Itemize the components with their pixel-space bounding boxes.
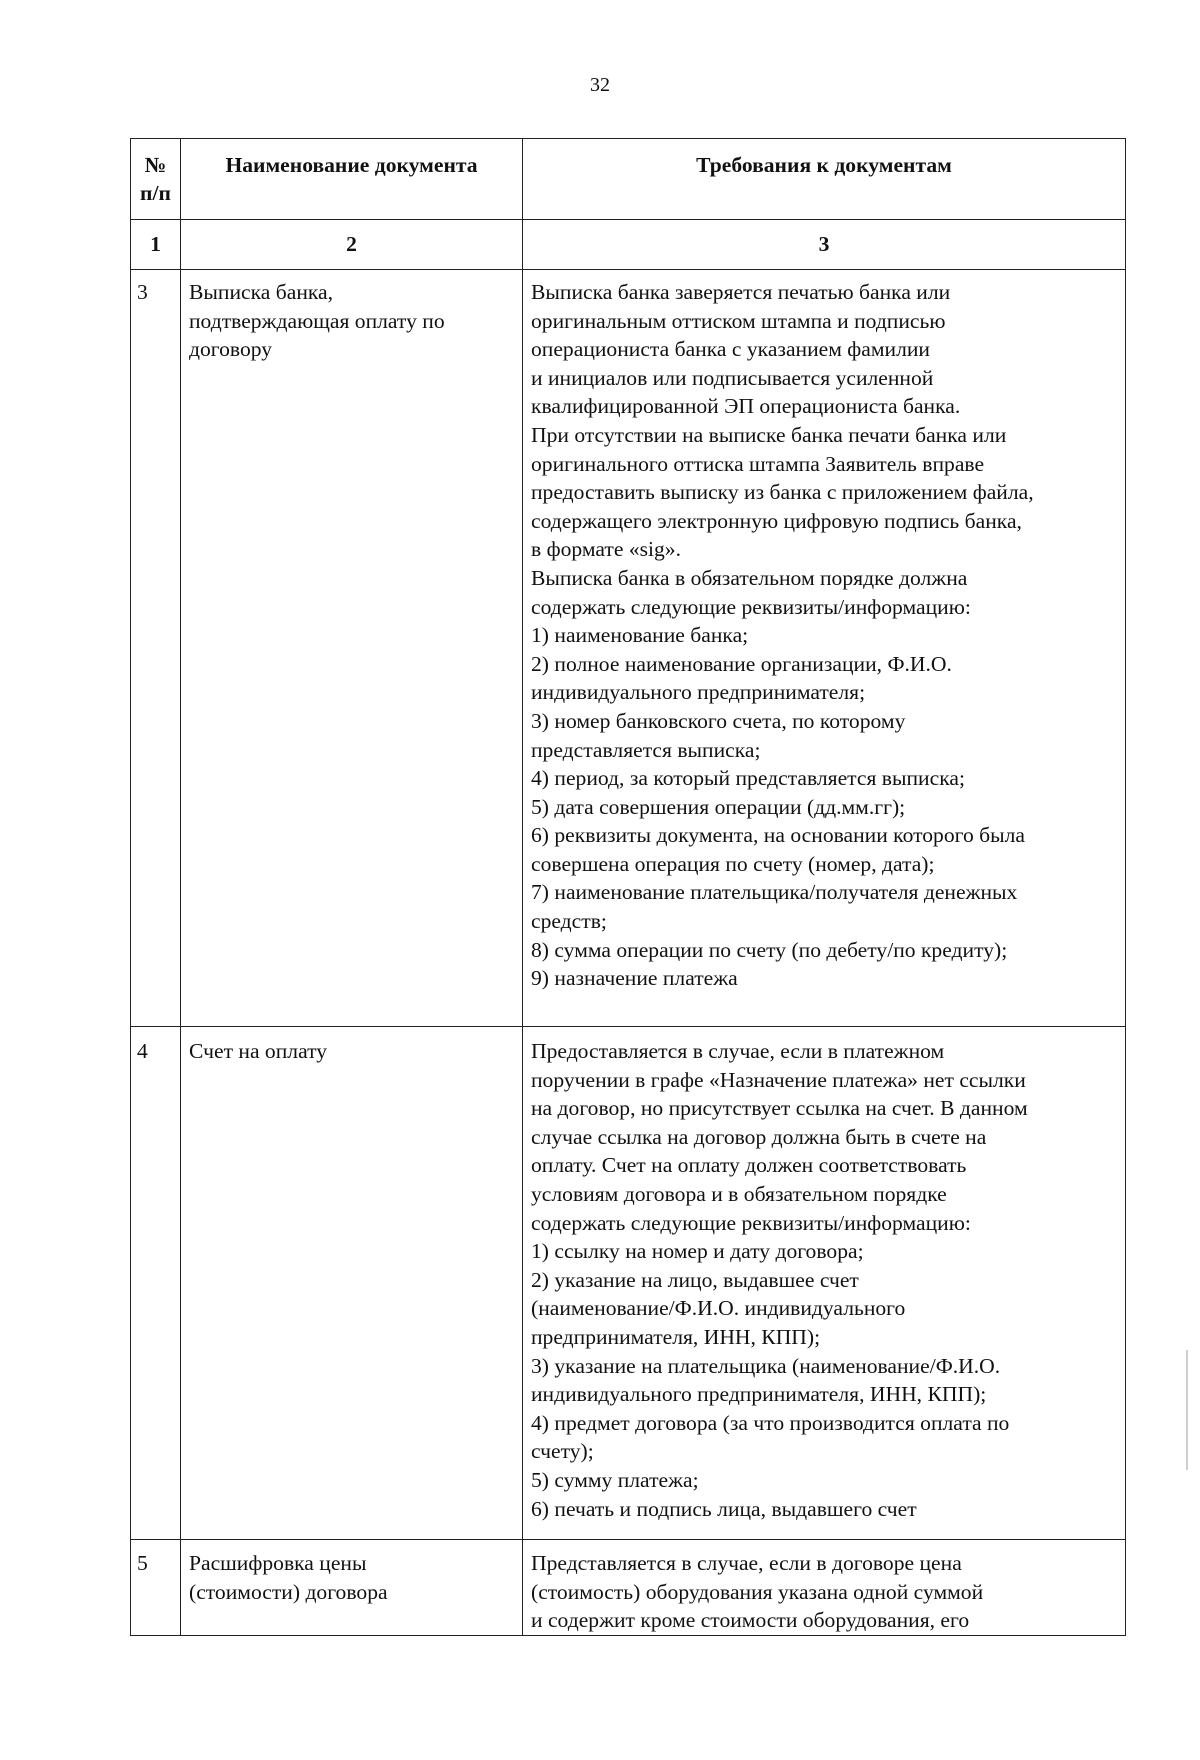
requirement-line: 6) реквизиты документа, на основании которого была bbox=[531, 823, 1025, 848]
header-requirements: Требования к документам bbox=[696, 153, 952, 177]
requirement-line: (стоимость) оборудования указана одной суммой bbox=[531, 1579, 984, 1604]
requirement-line: представляется выписка; bbox=[531, 737, 761, 762]
requirement-line: 6) печать и подпись лица, выдавшего счет bbox=[531, 1496, 917, 1521]
requirement-line: условиям договора и в обязательном порядке bbox=[531, 1181, 947, 1206]
table-row bbox=[131, 1540, 1126, 1636]
requirement-line: предпринимателя, ИНН, КПП); bbox=[531, 1324, 821, 1349]
requirement-line: счету); bbox=[531, 1439, 594, 1464]
document-name-line: Расшифровка цены bbox=[189, 1551, 367, 1575]
requirement-line: поручении в графе «Назначение платежа» нет ссылки bbox=[531, 1067, 1026, 1092]
row-requirements-cell bbox=[523, 1540, 1126, 1636]
document-name-line: (стоимости) договора bbox=[189, 1579, 388, 1604]
requirement-line: 2) полное наименование организации, Ф.И.О. bbox=[531, 651, 952, 676]
requirement-line: 1) ссылку на номер и дату договора; bbox=[531, 1239, 864, 1264]
requirement-line: Выписка банка в обязательном порядке должна bbox=[531, 565, 968, 590]
requirement-line: При отсутствии на выписке банка печати банка или bbox=[531, 422, 1007, 447]
row-number: 4 bbox=[137, 1039, 148, 1063]
requirement-line: 5) дата совершения операции (дд.мм.гг); bbox=[531, 794, 906, 819]
requirement-line: 1) наименование банка; bbox=[531, 623, 749, 648]
document-name-line: подтверждающая оплату по bbox=[189, 308, 445, 333]
requirement-line: 8) сумма операции по счету (по дебету/по кредиту); bbox=[531, 937, 1008, 962]
requirement-line: оплату. Счет на оплату должен соответствовать bbox=[531, 1153, 967, 1178]
requirement-line: Представляется в случае, если в договоре цена bbox=[531, 1551, 962, 1575]
table-row bbox=[131, 1027, 1126, 1540]
requirement-line: Предоставляется в случае, если в платежном bbox=[531, 1039, 945, 1063]
column-index-1: 1 bbox=[131, 220, 181, 270]
requirements-table bbox=[130, 138, 1126, 1636]
page-number: 32 bbox=[590, 74, 610, 96]
requirement-line: 4) предмет договора (за что производится оплата по bbox=[531, 1410, 1010, 1435]
requirement-line: случае ссылка на договор должна быть в счете на bbox=[531, 1124, 987, 1149]
header-requirements-cell bbox=[523, 139, 1126, 220]
requirement-line: предоставить выписку из банка с приложением файла, bbox=[531, 480, 1034, 505]
requirement-line: 3) номер банковского счета, по которому bbox=[531, 708, 906, 733]
requirement-line: 5) сумму платежа; bbox=[531, 1467, 699, 1492]
requirement-line: содержать следующие реквизиты/информацию: bbox=[531, 1210, 971, 1235]
requirement-line: 4) период, за который представляется выписка; bbox=[531, 766, 965, 791]
requirement-line: содержащего электронную цифровую подпись банка, bbox=[531, 508, 1022, 533]
row-document-name-cell bbox=[181, 1540, 523, 1636]
column-index-2: 2 bbox=[181, 220, 523, 270]
row-number-cell bbox=[131, 1540, 181, 1636]
requirement-line: 9) назначение платежа bbox=[531, 966, 738, 991]
table-row bbox=[131, 270, 1126, 1027]
row-number-cell bbox=[131, 270, 181, 1027]
requirement-line: 2) указание на лицо, выдавшее счет bbox=[531, 1267, 859, 1292]
requirement-line: и инициалов или подписывается усиленной bbox=[531, 365, 934, 390]
header-num-cell bbox=[131, 139, 181, 220]
scan-margin-mark bbox=[1186, 1350, 1188, 1470]
row-number: 5 bbox=[137, 1551, 148, 1575]
header-num-symbol: № bbox=[144, 153, 167, 177]
document-name-line: договору bbox=[189, 337, 273, 362]
requirement-line: 7) наименование плательщика/получателя денежных bbox=[531, 880, 1018, 905]
table-header-row bbox=[131, 139, 1126, 220]
row-requirements-cell bbox=[523, 270, 1126, 1027]
document-name-line: Выписка банка, bbox=[189, 280, 334, 304]
requirement-line: операциониста банка с указанием фамилии bbox=[531, 337, 930, 362]
row-number-cell bbox=[131, 1027, 181, 1540]
row-document-name-cell bbox=[181, 270, 523, 1027]
requirement-line: индивидуального предпринимателя; bbox=[531, 680, 866, 705]
requirement-line: оригинального оттиска штампа Заявитель вправе bbox=[531, 451, 985, 476]
row-document-name-cell bbox=[181, 1027, 523, 1540]
requirement-line: индивидуального предпринимателя, ИНН, КПП); bbox=[531, 1382, 987, 1407]
requirement-line: содержать следующие реквизиты/информацию: bbox=[531, 594, 971, 619]
requirement-line: оригинальным оттиском штампа и подписью bbox=[531, 308, 946, 333]
header-document-name: Наименование документа bbox=[225, 153, 478, 177]
column-index-row bbox=[131, 220, 1126, 270]
header-num-abbrev: п/п bbox=[140, 181, 171, 205]
requirement-line: Выписка банка заверяется печатью банка или bbox=[531, 280, 951, 304]
row-requirements-cell bbox=[523, 1027, 1126, 1540]
requirement-line: и содержит кроме стоимости оборудования, его bbox=[531, 1608, 970, 1633]
requirement-line: средств; bbox=[531, 909, 607, 934]
document-name-line: Счет на оплату bbox=[189, 1039, 328, 1063]
requirement-line: квалифицированной ЭП операциониста банка. bbox=[531, 394, 961, 419]
requirement-line: 3) указание на плательщика (наименование/Ф.И.О. bbox=[531, 1353, 1001, 1378]
column-index-3: 3 bbox=[523, 220, 1126, 270]
header-name-cell bbox=[181, 139, 523, 220]
row-number: 3 bbox=[137, 280, 148, 304]
requirement-line: (наименование/Ф.И.О. индивидуального bbox=[531, 1296, 906, 1321]
requirement-line: в формате «sig». bbox=[531, 537, 682, 562]
requirement-line: совершена операция по счету (номер, дата); bbox=[531, 851, 935, 876]
requirement-line: на договор, но присутствует ссылка на счет. В данном bbox=[531, 1096, 1028, 1121]
